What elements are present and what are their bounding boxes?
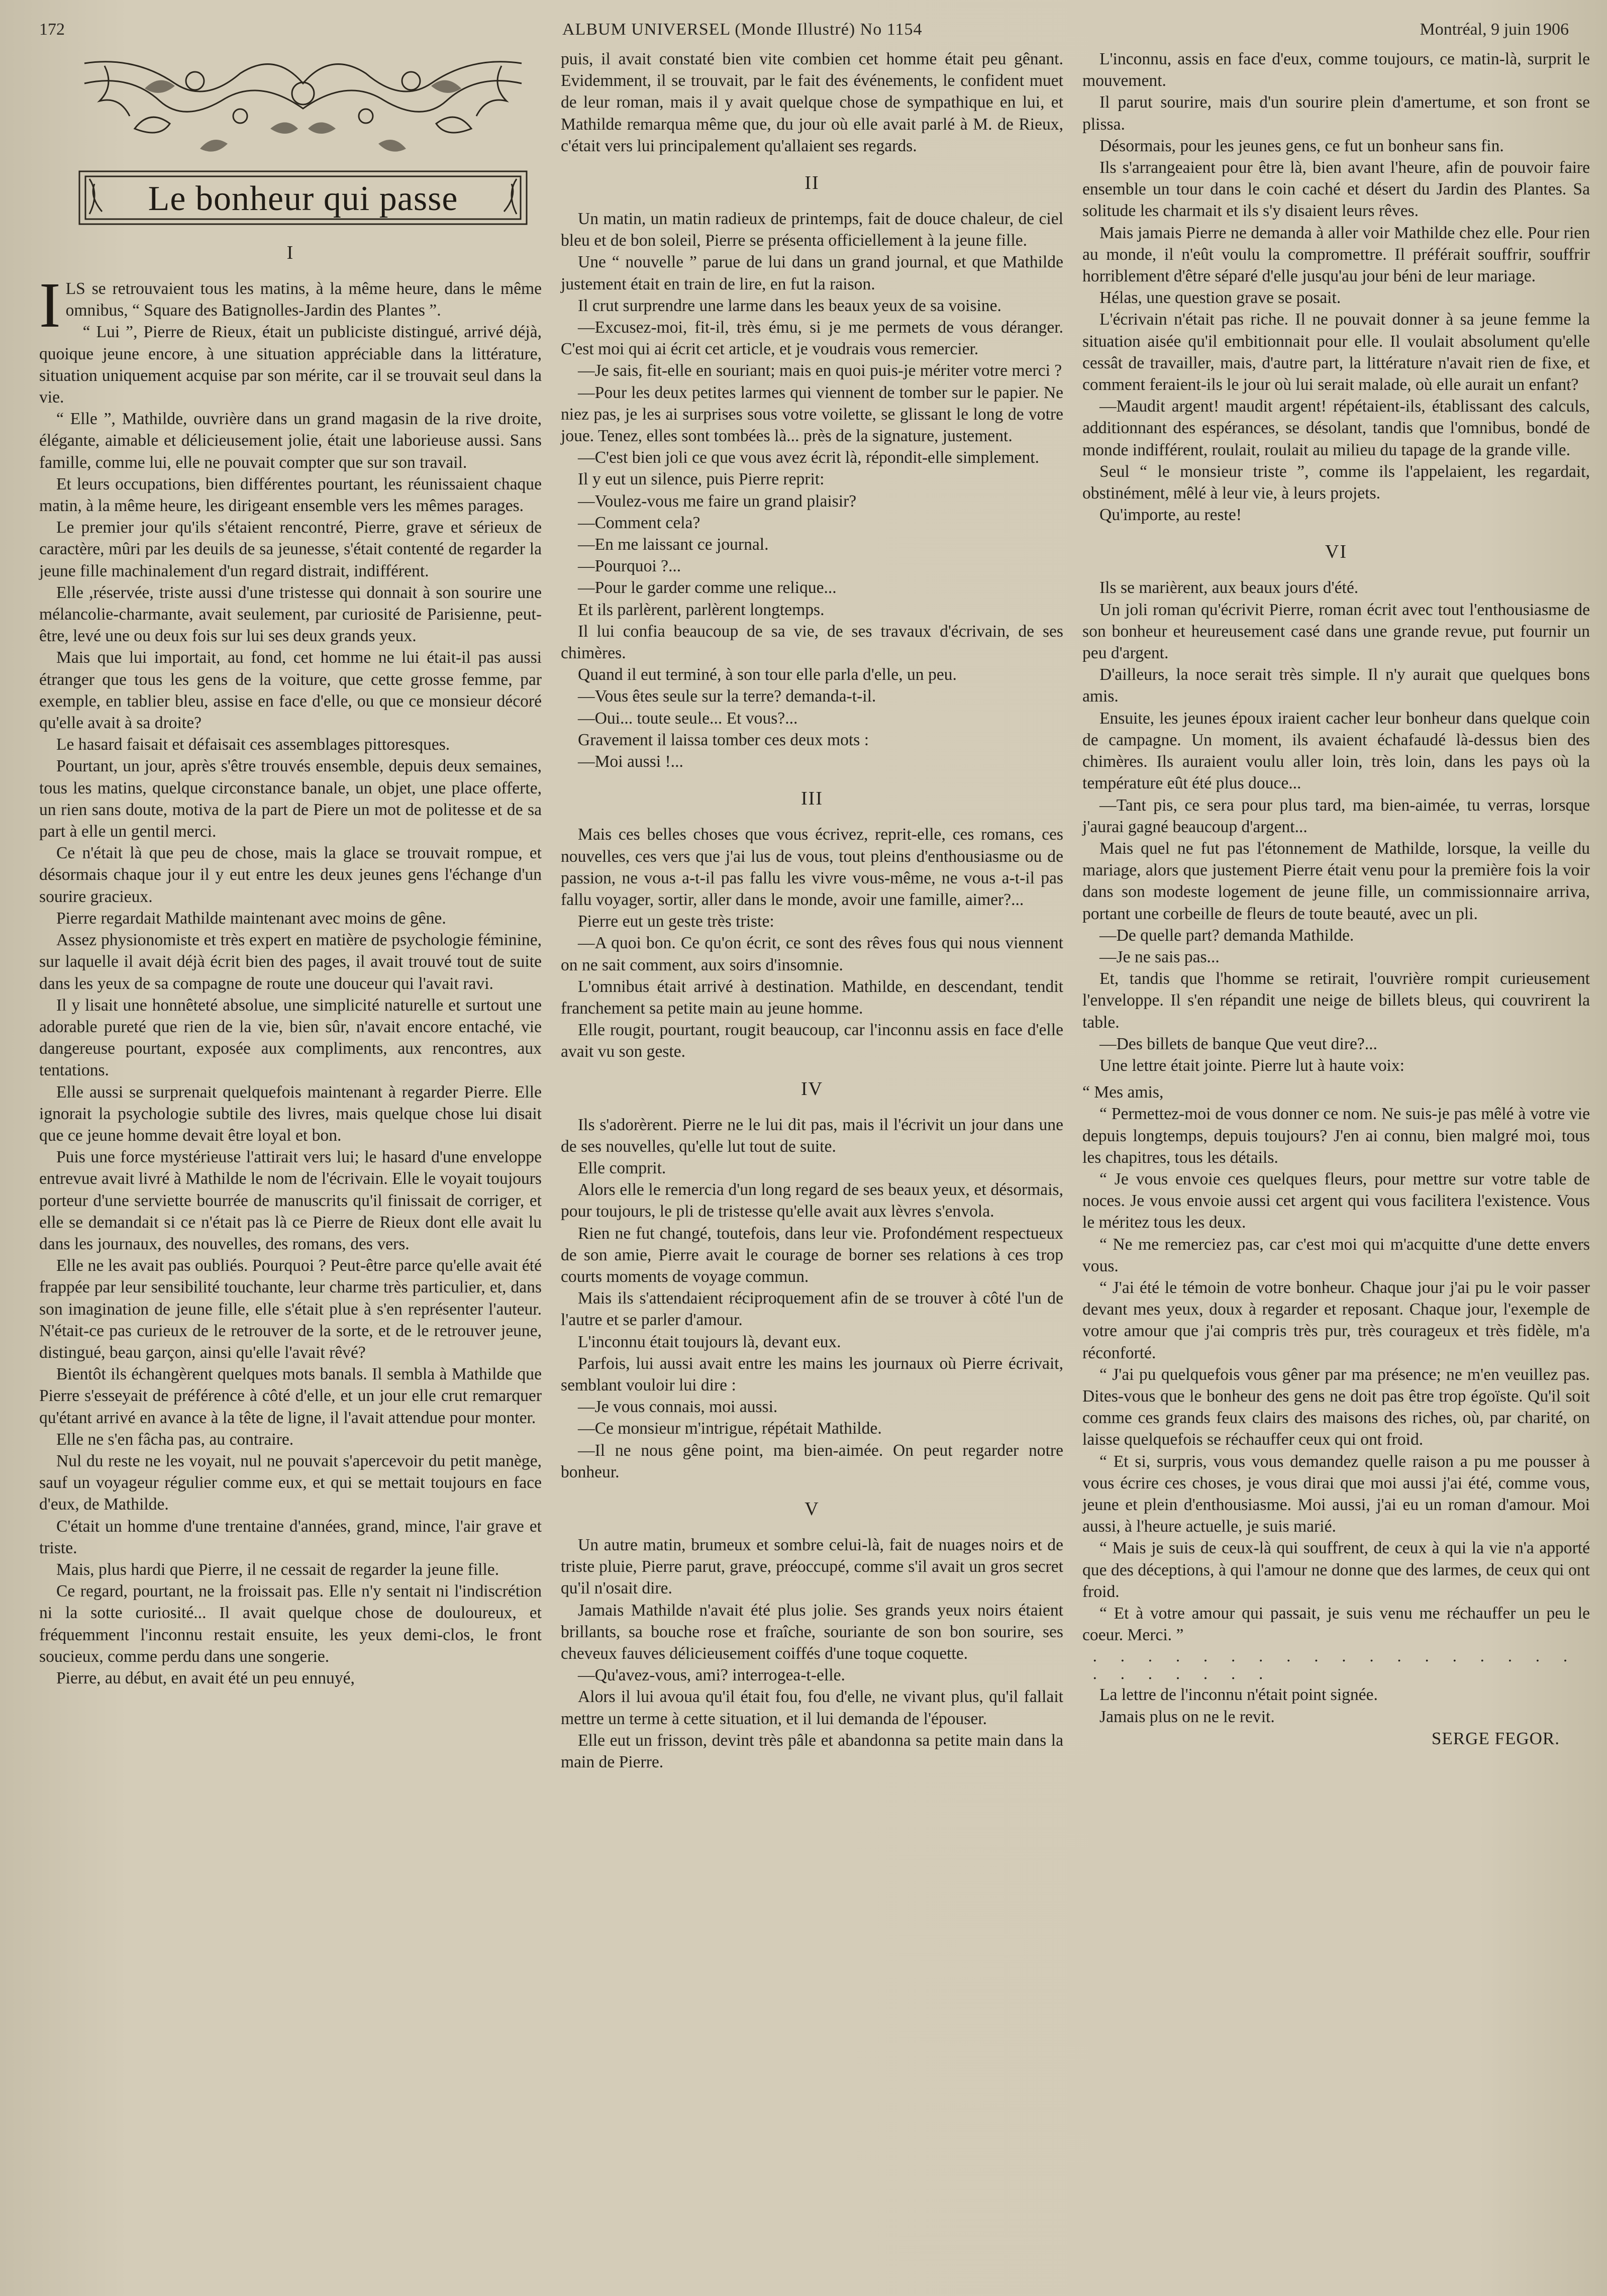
paragraph: —Voulez-vous me faire un grand plaisir?	[578, 491, 857, 511]
letter-paragraph: “ Et à votre amour qui passait, je suis venu me réchauffer un peu le coeur. Merci. ”	[1082, 1604, 1590, 1645]
paragraph: Ils s'adorèrent. Pierre ne le lui dit pas, mais il l'écrivit un jour dans une de ses nouvelles, qu'elle lut tout de suite.	[561, 1115, 1063, 1156]
column-2	[561, 48, 1063, 1773]
paragraph: Le premier jour qu'ils s'étaient rencontré, Pierre, grave et sérieux de caractère, mûri par les deuils de sa jeunesse, s'était contenté de regarder la jeune fille machinalement d'un regard distrait, indifférent.	[39, 518, 542, 580]
paragraph: Puis une force mystérieuse l'attirait vers lui; le hasard d'une enveloppe entrevue avait livré à Mathilde le nom de l'écrivain. Elle le voyait toujours porteur d'une serviette bourrée de manuscrits qu'il finissait de corriger, et elle se demandait si ce n'était pas là ce Pierre de Rieux dont elle avait lu dans les journaux, des nouvelles, des romans, des vers.	[39, 1148, 542, 1253]
paragraph: Assez physionomiste et très expert en matière de psychologie féminine, sur laquelle il avait déjà écrit bien des pages, il avait trouvé tout de suite dans les yeux de sa compagne de route une douceur qui l'avait ravi.	[39, 931, 542, 993]
issue-date: Montréal, 9 juin 1906	[1420, 20, 1569, 39]
paragraph: Et ils parlèrent, parlèrent longtemps.	[578, 600, 825, 619]
paragraph: —Oui... toute seule... Et vous?...	[578, 709, 798, 728]
letter-paragraph: “ Je vous envoie ces quelques fleurs, pour mettre sur votre table de noces. Je vous envoie aussi cet argent qui vous facilitera l'existence. Vous le méritez tous les deux.	[1082, 1169, 1590, 1232]
paragraph: Il y eut un silence, puis Pierre reprit:	[578, 470, 825, 489]
paragraph: Gravement il laissa tomber ces deux mots :	[578, 730, 869, 749]
section-heading: I	[286, 242, 294, 263]
paragraph: Parfois, lui aussi avait entre les mains les journaux où Pierre écrivait, semblant vouloir lui dire :	[561, 1354, 1063, 1394]
paragraph: Hélas, une question grave se posait.	[1099, 288, 1341, 308]
paragraph: Bientôt ils échangèrent quelques mots banals. Il sembla à Mathilde que Pierre s'esseyait de préférence à côté d'elle, et un jour elle crut remarquer qu'étant arrivé en avance à la tête de ligne, il l'avait attendue pour monter.	[39, 1365, 542, 1427]
paragraph: Elle aussi se surprenait quelquefois maintenant à regarder Pierre. Elle ignorait la psychologie subtile des livres, mais quelque chose lui disait que ce jeune homme devait être loyal et bon.	[39, 1082, 542, 1145]
paragraph: —Excusez-moi, fit-il, très ému, si je me permets de vous déranger. C'est moi qui ai écrit cet article, et je voudrais vous remercier.	[561, 318, 1063, 359]
paragraph: Pierre eut un geste très triste:	[578, 912, 774, 931]
paragraph: Une “ nouvelle ” parue de lui dans un grand journal, et que Mathilde justement était en train de lire, en fut la raison.	[561, 253, 1063, 293]
letter-paragraph: “ Mais je suis de ceux-là qui souffrent, de ceux à qui la vie n'a apporté que des déceptions, à qui l'amour ne donne que des larmes, de ceux qui ont froid.	[1082, 1539, 1590, 1601]
paragraph: Il lui confia beaucoup de sa vie, de ses travaux d'écrivain, de ses chimères.	[561, 622, 1063, 663]
paragraph: L'omnibus était arrivé à destination. Mathilde, en descendant, tendit franchement sa petite main au jeune homme.	[561, 977, 1063, 1018]
paragraph: —Il ne nous gêne point, ma bien-aimée. On peut regarder notre bonheur.	[561, 1441, 1063, 1481]
paragraph: —Tant pis, ce sera pour plus tard, ma bien-aimée, tu verras, lorsque j'aurai gagné beaucoup d'argent...	[1082, 795, 1590, 836]
paragraph: Elle ne les avait pas oubliés. Pourquoi ? Peut-être parce qu'elle avait été frappée par leur sensibilité touchante, leur charme très particulier, et, dans son imagination de jeune fille, elle s'était plue à s'en représenter l'auteur. N'était-ce pas curieux de le retrouver de la sorte, et de le retrouver jeune, distingué, beau garçon, ainsi qu'elle l'avait rêvé?	[39, 1256, 542, 1362]
column-3	[1082, 48, 1590, 1773]
letter-salutation: “ Mes amis,	[1082, 1083, 1164, 1102]
title-ornament	[74, 53, 532, 227]
paragraph: Mais jamais Pierre ne demanda à aller voir Mathilde chez elle. Pour rien au monde, il n'eût voulu la compromettre. Il préférait souffrir, souffrir horriblement d'être séparé d'elle jusqu'au jour béni de leur mariage.	[1082, 223, 1590, 286]
paragraph: “ Elle ”, Mathilde, ouvrière dans un grand magasin de la rive droite, élégante, aimable et délicieusement jolie, était une laborieuse aussi. Sans famille, comme lui, elle ne pouvait compter que sur son travail.	[39, 410, 542, 472]
article-title: Le bonheur qui passe	[148, 179, 458, 218]
paragraph: L'écrivain n'était pas riche. Il ne pouvait donner à sa jeune femme la situation aisée qu'il embitionnait pour elle. Il voulait absolument qu'elle cessât de travailler, mais, d'autre part, la littérature n'avait rien de fixe, et comment feraient-ils le jour où lui serait malade, où elle aurait un enfant?	[1082, 310, 1590, 394]
paragraph: D'ailleurs, la noce serait très simple. Il n'y aurait que quelques bons amis.	[1082, 665, 1590, 706]
paragraph: Et leurs occupations, bien différentes pourtant, les réunissaient chaque matin, à la même heure, les dirigeant ensemble vers les mêmes parages.	[39, 474, 542, 516]
paragraph: Il crut surprendre une larme dans les beaux yeux de sa voisine.	[578, 296, 1001, 315]
paragraph: —Des billets de banque Que veut dire?...	[1099, 1034, 1377, 1053]
paragraph: —Je sais, fit-elle en souriant; mais en quoi puis-je mériter votre merci ?	[578, 361, 1062, 380]
letter-paragraph: “ Permettez-moi de vous donner ce nom. Ne suis-je pas mêlé à votre vie depuis longtemps, depuis toujours? J'en ai connu, bien malgré moi, tous les chapitres, tous les détails.	[1082, 1105, 1590, 1167]
paragraph: —C'est bien joli ce que vous avez écrit là, répondit-elle simplement.	[578, 448, 1039, 467]
paragraph: Pierre regardait Mathilde maintenant avec moins de gêne.	[56, 909, 446, 928]
section-heading: IV	[800, 1078, 824, 1100]
paragraph: Un joli roman qu'écrivit Pierre, roman écrit avec tout l'enthousiasme de son bonheur et heureusement casé dans une grande revue, put fournir un peu d'argent.	[1082, 600, 1590, 663]
paragraph: Elle comprit.	[578, 1158, 666, 1177]
paragraph: Pourtant, un jour, après s'être trouvés ensemble, depuis deux semaines, tous les matins, quelque circonstance banale, un objet, une place offerte, un rien sans doute, motiva de la part de Piere un mot de politesse et de sa part à elle un gentil merci.	[39, 757, 542, 841]
publication-title: ALBUM UNIVERSEL (Monde Illustré) No 1154	[562, 20, 923, 39]
drop-cap: I	[39, 269, 61, 341]
paragraph: Ils s'arrangeaient pour être là, bien avant l'heure, afin de pouvoir faire ensemble un tour dans le coin caché et désert du Jardin des Plantes. Sa solitude les charmait et ils s'y disaient leurs rêves.	[1082, 158, 1590, 221]
article-columns	[39, 48, 1590, 1773]
paragraph: —Pourquoi ?...	[578, 557, 681, 576]
paragraph: —Maudit argent! maudit argent! répétaient-ils, établissant des calculs, additionnant des espérances, se désolant, tandis que l'omnibus, bondé de monde indifférent, roulait, roulait au milieu du tapage de la grande ville.	[1082, 397, 1590, 459]
paragraph: L'inconnu, assis en face d'eux, comme toujours, ce matin-là, surprit le mouvement.	[1082, 50, 1590, 90]
section-heading: V	[805, 1498, 820, 1520]
paragraph: Le hasard faisait et défaisait ces assemblages pittoresques.	[56, 735, 450, 754]
paragraph: Elle eut un frisson, devint très pâle et abandonna sa petite main dans la main de Pierre.	[561, 1731, 1063, 1772]
paragraph: —Je ne sais pas...	[1099, 947, 1220, 966]
paragraph: Désormais, pour les jeunes gens, ce fut un bonheur sans fin.	[1099, 136, 1504, 155]
page-number: 172	[39, 20, 65, 39]
paragraph: Pierre, au début, en avait été un peu ennuyé,	[56, 1669, 355, 1687]
paragraph: puis, il avait constaté bien vite combien cet homme était peu gênant. Evidemment, il se trouvait, par le fait des événements, le confident muet de leur roman, mais il y avait quelque chose de sympathique en lui, et Mathilde remarqua même que, du jour où elle avait parlé à M. de Rieux, c'était vers lui principalement qu'allaient ses regards.	[561, 50, 1063, 155]
paragraph: Il y lisait une honnêteté absolue, une simplicité naturelle et surtout une adorable pureté que rien de la vie, bien sûr, n'avait encore entaché, vie dangereuse pourtant, exposée aux compliments, aux rencontres, aux tentations.	[39, 995, 542, 1080]
paragraph: —Je vous connais, moi aussi.	[578, 1397, 778, 1417]
paragraph: —Moi aussi !...	[578, 752, 683, 771]
paragraph: —Pour les deux petites larmes qui viennent de tomber sur le papier. Ne niez pas, je les ai surprises sous votre voilette, se glissant le long de votre joue. Tenez, elles sont tombées là... près de la signature, justement.	[561, 383, 1063, 446]
letter-paragraph: “ Ne me remerciez pas, car c'est moi qui m'acquitte d'une dette envers vous.	[1082, 1235, 1590, 1275]
letter-paragraph: “ J'ai pu quelquefois vous gêner par ma présence; ne m'en veuillez pas. Dites-vous que le bonheur des gens ne doit pas être trop égoïste. Qu'il soit comme ces grands feux clairs des maisons des riches, où, par charité, on laisse quelquefois se réchauffer ceux qui ont froid.	[1082, 1365, 1590, 1449]
paragraph: —Comment cela?	[578, 513, 700, 532]
paragraph: Qu'importe, au reste!	[1099, 506, 1242, 525]
section-heading: VI	[1325, 541, 1348, 563]
paragraph: Alors il lui avoua qu'il était fou, fou d'elle, ne vivant plus, qu'il fallait mettre un terme à cette situation, et il lui demanda de l'épouser.	[561, 1687, 1063, 1728]
paragraph: Jamais Mathilde n'avait été plus jolie. Ses grands yeux noirs étaient brillants, sa bouche rose et fraîche, souriante de son bon sourire, ses cheveux fauves délicieusement coiffés d'une toque coquette.	[561, 1601, 1063, 1663]
paragraph: Elle ne s'en fâcha pas, au contraire.	[56, 1430, 294, 1449]
letter-paragraph: “ J'ai été le témoin de votre bonheur. Chaque jour j'ai pu le voir passer devant mes yeux, doux à regarder et reposant. Chaque jour, l'exemple de votre amour que j'ai compris très pur, très courageux et très fidèle, m'a réconforté.	[1082, 1278, 1590, 1362]
paragraph: Mais que lui importait, au fond, cet homme ne lui était-il pas aussi étranger que tous les gens de la voiture, que cette grosse femme, par exemple, en tablier bleu, assise en face d'elle, ou que ce monsieur décoré qu'elle avait à sa droite?	[39, 648, 542, 733]
paragraph: L'inconnu était toujours là, devant eux.	[578, 1332, 841, 1351]
author-signature: SERGE FEGOR.	[1431, 1728, 1560, 1748]
paragraph: Alors elle le remercia d'un long regard de ses beaux yeux, et désormais, pour toujours, le pli de tristesse qu'elle avait aux lèvres s'envola.	[561, 1180, 1063, 1221]
paragraph: Rien ne fut changé, toutefois, dans leur vie. Profondément respectueux de son amie, Pierre avait le courage de borner ses relations à ces trop courts moments de voyage commun.	[561, 1224, 1063, 1286]
paragraph: ILS se retrouvaient tous les matins, à la même heure, dans le même omnibus, “ Square des Batignolles-Jardin des Plantes ”.	[39, 269, 542, 341]
paragraph: Mais quel ne fut pas l'étonnement de Mathilde, lorsque, la veille du mariage, alors que justement Pierre était venu pour la première fois la voir dans son modeste logement de jeune fille, un commissionnaire arriva, portant une corbeille de fleurs de toute beauté, avec un pli.	[1082, 839, 1590, 923]
paragraph: Il parut sourire, mais d'un sourire plein d'amertume, et son front se plissa.	[1082, 93, 1590, 134]
paragraph: Elle ,réservée, triste aussi d'une tristesse qui donnait à son sourire une mélancolie-charmante, avait seulement, par curiosité de Parisienne, peut-être, levé une ou deux fois sur lui ses deux grands yeux.	[39, 583, 542, 646]
letter-paragraph: “ Et si, surpris, vous vous demandez quelle raison a pu me pousser à vous écrire ces choses, je vous dirai que moi aussi j'ai été, comme vous, jeune et plein d'enthousiasme. Moi aussi, j'ai eu un roman d'amour. Moi aussi, à l'heure actuelle, je suis marié.	[1082, 1452, 1590, 1536]
paragraph: —Qu'avez-vous, ami? interrogea-t-elle.	[578, 1666, 845, 1685]
column-1	[39, 48, 542, 1773]
paragraph: —En me laissant ce journal.	[578, 535, 769, 554]
paragraph: Ce regard, pourtant, ne la froissait pas. Elle n'y sentait ni l'indiscrétion ni la sotte curiosité... Il avait quelque chose de douloureux, et fréquemment l'inconnu restait ensuite, les yeux demi-clos, le front soucieux, comme perdu dans une songerie.	[39, 1582, 542, 1666]
paragraph: Seul “ le monsieur triste ”, comme ils l'appelaient, les regardait, obstinément, mêlé à leur vie, à leurs projets.	[1082, 462, 1590, 503]
section-heading: II	[805, 172, 820, 194]
paragraph: —Ce monsieur m'intrigue, répétait Mathilde.	[578, 1419, 882, 1438]
paragraph: —Vous êtes seule sur la terre? demanda-t-il.	[578, 687, 876, 706]
paragraph: Ils se marièrent, aux beaux jours d'été.	[1099, 578, 1359, 597]
paragraph: Jamais plus on ne le revit.	[1099, 1707, 1275, 1726]
paragraph: C'était un homme d'une trentaine d'années, grand, mince, l'air grave et triste.	[39, 1517, 542, 1557]
paragraph: —De quelle part? demanda Mathilde.	[1099, 926, 1354, 945]
paragraph: “ Lui ”, Pierre de Rieux, était un publiciste distingué, arrivé déjà, quoique jeune encore, à une situation appréciable dans la littérature, situation uniquement acquise par son mérite, car il se trouvait seul dans la vie.	[39, 323, 542, 407]
paragraph: Ce n'était là que peu de chose, mais la glace se trouvait rompue, et désormais chaque jour il y eut entre les deux jeunes gens l'échange d'un sourire gracieux.	[39, 844, 542, 906]
paragraph: Mais ils s'attendaient réciproquement afin de se trouver à côté l'un de l'autre et se parler d'amour.	[561, 1289, 1063, 1330]
paragraph: Un autre matin, brumeux et sombre celui-là, fait de nuages noirs et de triste pluie, Pierre parut, grave, préoccupé, comme s'il avait un gros secret qu'il n'osait dire.	[561, 1535, 1063, 1598]
paragraph: Quand il eut terminé, à son tour elle parla d'elle, un peu.	[578, 665, 957, 684]
paragraph: La lettre de l'inconnu n'était point signée.	[1099, 1685, 1378, 1705]
paragraph: Elle rougit, pourtant, rougit beaucoup, car l'inconnu assis en face d'elle avait vu son geste.	[561, 1021, 1063, 1061]
paragraph: Mais, plus hardi que Pierre, il ne cessait de regarder la jeune fille.	[56, 1560, 499, 1579]
page-header	[39, 20, 1571, 44]
paragraph: Une lettre était jointe. Pierre lut à haute voix:	[1099, 1056, 1404, 1075]
section-heading: III	[801, 788, 823, 810]
paragraph: Nul du reste ne les voyait, nul ne pouvait s'apercevoir du petit manège, sauf un voyageur régulier comme eux, et qui se mettait toujours en face d'eux, de Mathilde.	[39, 1451, 542, 1514]
paragraph: Mais ces belles choses que vous écrivez, reprit-elle, ces romans, ces nouvelles, ces vers que j'ai lus de vous, tout pleins d'enthousiasme ou de passion, ne vous a-t-il pas fallu les vivre vous-même, ne vous a-t-il pas fallu voyager, sortir, aller dans le monde, avoir une famille, aimer?...	[561, 825, 1063, 909]
paragraph: —Pour le garder comme une relique...	[578, 578, 837, 597]
paragraph: Un matin, un matin radieux de printemps, fait de douce chaleur, de ciel bleu et de bon soleil, Pierre se présenta officiellement à la jeune fille.	[561, 210, 1063, 250]
paragraph: Et, tandis que l'homme se retirait, l'ouvrière rompit curieusement l'enveloppe. Il s'en répandit une neige de billets bleus, qui couvrirent la table.	[1082, 969, 1590, 1032]
paragraph: Ensuite, les jeunes époux iraient cacher leur bonheur dans quelque coin de campagne. Un moment, ils avaient échafaudé là-dessus bien des chimères. Ils auraient voulu aller loin, très loin, dans les pays où la température eût été plus douce...	[1082, 709, 1590, 793]
paragraph: —A quoi bon. Ce qu'on écrit, ce sont des rêves fous qui nous viennent on ne sait comment, aux soirs d'insomnie.	[561, 934, 1063, 974]
ellipsis-divider: . . . . . . . . . . . . . . . . . . . . . . . . .	[1092, 1648, 1577, 1683]
